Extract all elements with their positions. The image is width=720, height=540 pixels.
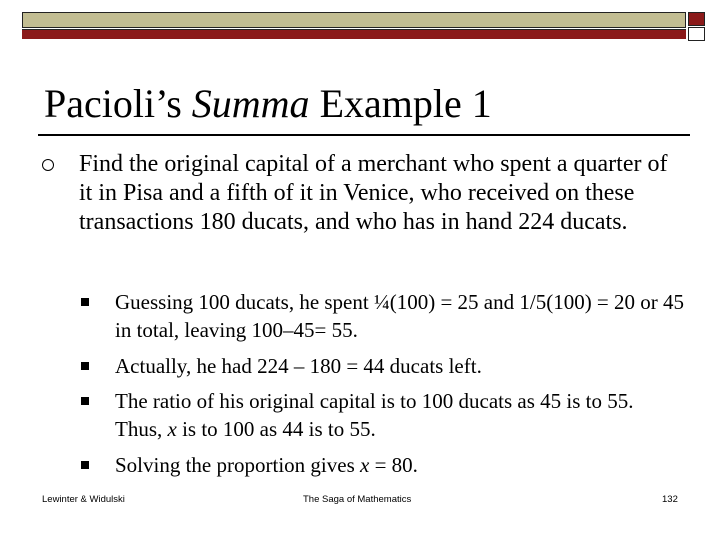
footer-authors: Lewinter & Widulski: [42, 494, 125, 505]
sub-bullet-item: [115, 387, 685, 443]
title-text-end: Example 1: [309, 81, 492, 126]
sub-bullet-item: [115, 288, 685, 344]
sub-bullet-text: Guessing 100 ducats, he spent ¼(100) = 25 and 1/5(100) = 20 or 45 in total, leaving 100–45= 55.: [115, 290, 685, 342]
variable-x: x: [360, 453, 370, 477]
sub-bullet-text: Solving the proportion gives: [115, 453, 360, 477]
square-bullet-icon: [81, 362, 89, 370]
footer-book-title: The Saga of Mathematics: [303, 494, 412, 505]
square-bullet-icon: [81, 298, 89, 306]
variable-x: x: [167, 417, 177, 441]
sub-bullet-text: Actually, he had 224 – 180 = 44 ducats left.: [115, 354, 482, 378]
page-number: 132: [662, 494, 678, 505]
square-bullet-icon: [81, 397, 89, 405]
sub-bullet-text-end: is to 100 as 44 is to 55.: [176, 417, 376, 441]
title-text-start: Pacioli’s: [44, 81, 192, 126]
main-bullet-text: Find the original capital of a merchant who spent a quarter of it in Pisa and a fifth of it in Venice, who received on these transactions 180 ducats, and who has in hand 224 ducats.: [79, 151, 668, 235]
sub-bullet-item: [115, 451, 685, 479]
title-italic-word: Summa: [191, 81, 310, 126]
square-bullet-icon: [81, 461, 89, 469]
sub-bullet-item: [115, 352, 685, 380]
sub-bullet-text-end: = 80.: [369, 453, 418, 477]
sub-bullet-text: The ratio of his original capital is to 100 ducats as 45 is to 55. Thus,: [115, 389, 634, 441]
